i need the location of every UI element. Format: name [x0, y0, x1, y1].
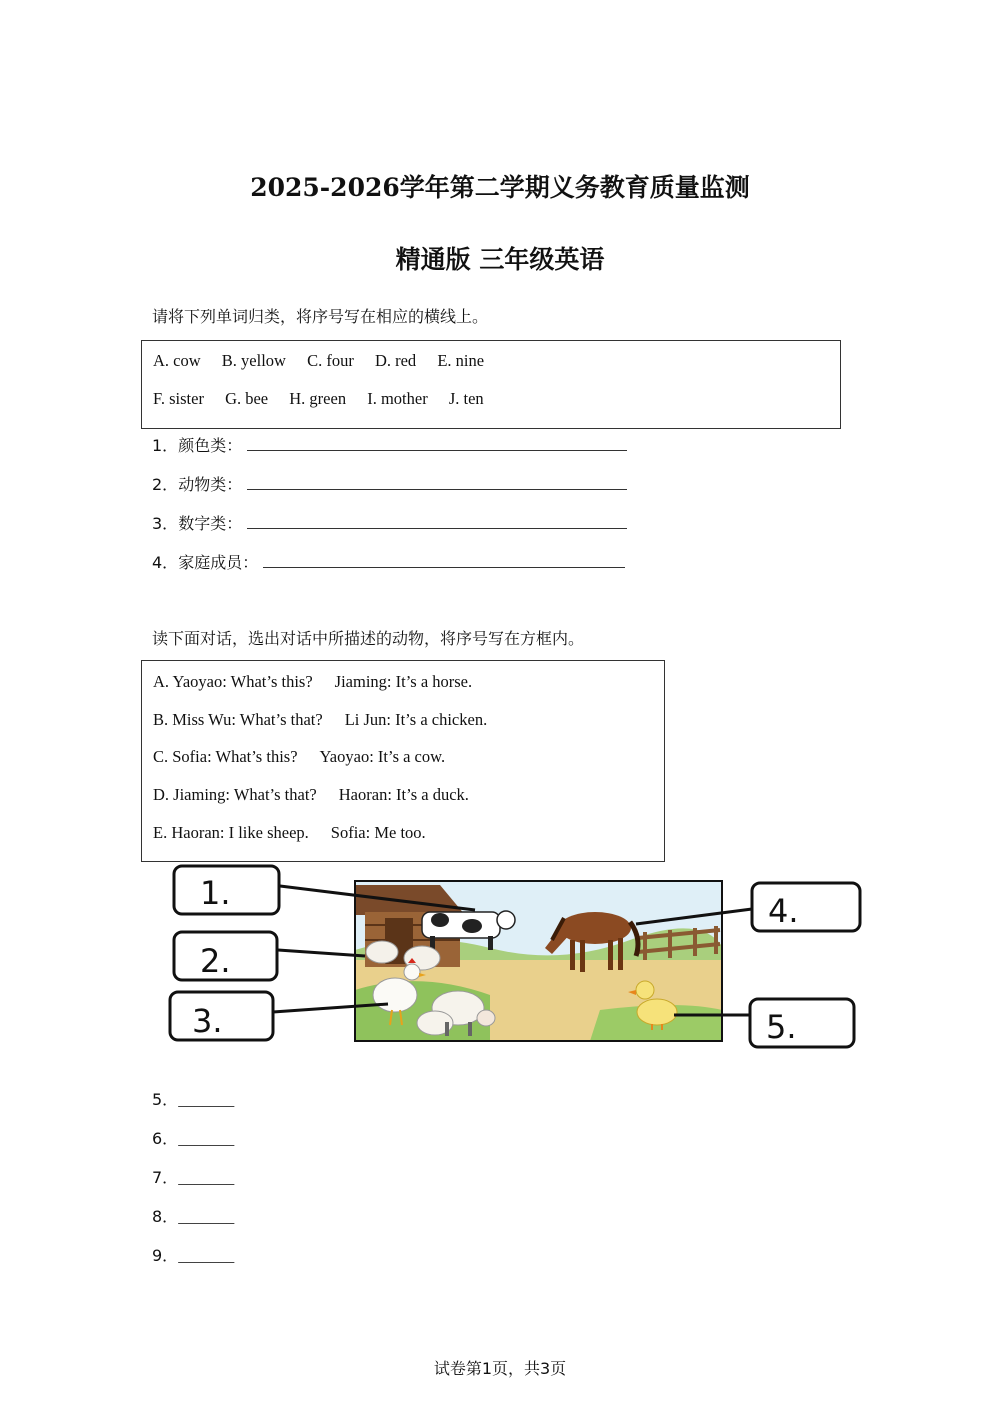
svg-text:5.: 5. [766, 1008, 797, 1046]
question-2: 2．动物类： [152, 472, 627, 495]
dialogue-c: C. Sofia: What’s this? Yaoyao: It’s a cow. [153, 747, 446, 766]
answer-blank[interactable]: _______ [178, 1170, 235, 1187]
word-bank-row-2 [153, 389, 501, 409]
question-4: 4．家庭成员： [152, 550, 625, 573]
word-option: F. sister [153, 389, 204, 408]
word-option: C. four [307, 351, 354, 370]
question-3: 3．数字类： [152, 511, 627, 534]
dialogue-e: E. Haoran: I like sheep. Sofia: Me too. [153, 823, 426, 842]
word-option: G. bee [225, 389, 269, 408]
section2-instruction: 读下面对话，选出对话中所描述的动物，将序号写在方框内。 [152, 629, 585, 648]
word-option: J. ten [448, 389, 484, 408]
page-subtitle: 精通版 三年级英语 [395, 245, 605, 274]
word-bank-box [141, 340, 841, 429]
dialogue-d: D. Jiaming: What’s that? Haoran: It’s a duck. [153, 785, 469, 804]
answer-blank[interactable]: _______ [178, 1092, 235, 1109]
word-option: H. green [289, 389, 347, 408]
page-title: 2025-2026学年第二学期义务教育质量监测 [250, 173, 750, 202]
svg-text:4.: 4. [768, 892, 799, 930]
answer-blank[interactable]: _______ [178, 1248, 235, 1265]
dialogue-box [141, 660, 665, 862]
answer-8: 8．_______ [152, 1207, 235, 1226]
answer-blank[interactable] [263, 553, 625, 568]
picture-label-2 [174, 932, 277, 980]
svg-text:3.: 3. [192, 1002, 223, 1040]
farm-picture [160, 860, 870, 1055]
svg-text:2.: 2. [200, 942, 231, 980]
picture-label-3 [170, 992, 273, 1040]
svg-text:1.: 1. [200, 874, 231, 912]
answer-5: 5．_______ [152, 1090, 235, 1109]
answer-blank[interactable]: _______ [178, 1131, 235, 1148]
word-bank-row-1 [153, 351, 501, 371]
word-option: D. red [374, 351, 417, 370]
word-option: B. yellow [221, 351, 286, 370]
picture-label-4 [752, 883, 860, 931]
section1-instruction: 请将下列单词归类，将序号写在相应的横线上。 [152, 307, 489, 326]
page-footer: 试卷第1页，共3页 [433, 1359, 567, 1378]
answer-blank[interactable] [247, 475, 627, 490]
question-1: 1．颜色类： [152, 433, 627, 456]
word-option: A. cow [153, 351, 201, 370]
picture-label-1 [174, 866, 279, 914]
answer-9: 9．_______ [152, 1246, 235, 1265]
answer-7: 7．_______ [152, 1168, 235, 1187]
dialogue-b: B. Miss Wu: What’s that? Li Jun: It’s a chicken. [153, 710, 488, 729]
farm-scene [355, 881, 722, 1041]
word-option: E. nine [437, 351, 485, 370]
answer-blank[interactable]: _______ [178, 1209, 235, 1226]
dialogue-a: A. Yaoyao: What’s this? Jiaming: It’s a horse. [153, 672, 473, 691]
answer-6: 6．_______ [152, 1129, 235, 1148]
word-option: I. mother [367, 389, 428, 408]
answer-blank[interactable] [247, 436, 627, 451]
answer-blank[interactable] [247, 514, 627, 529]
picture-label-5 [750, 999, 854, 1047]
